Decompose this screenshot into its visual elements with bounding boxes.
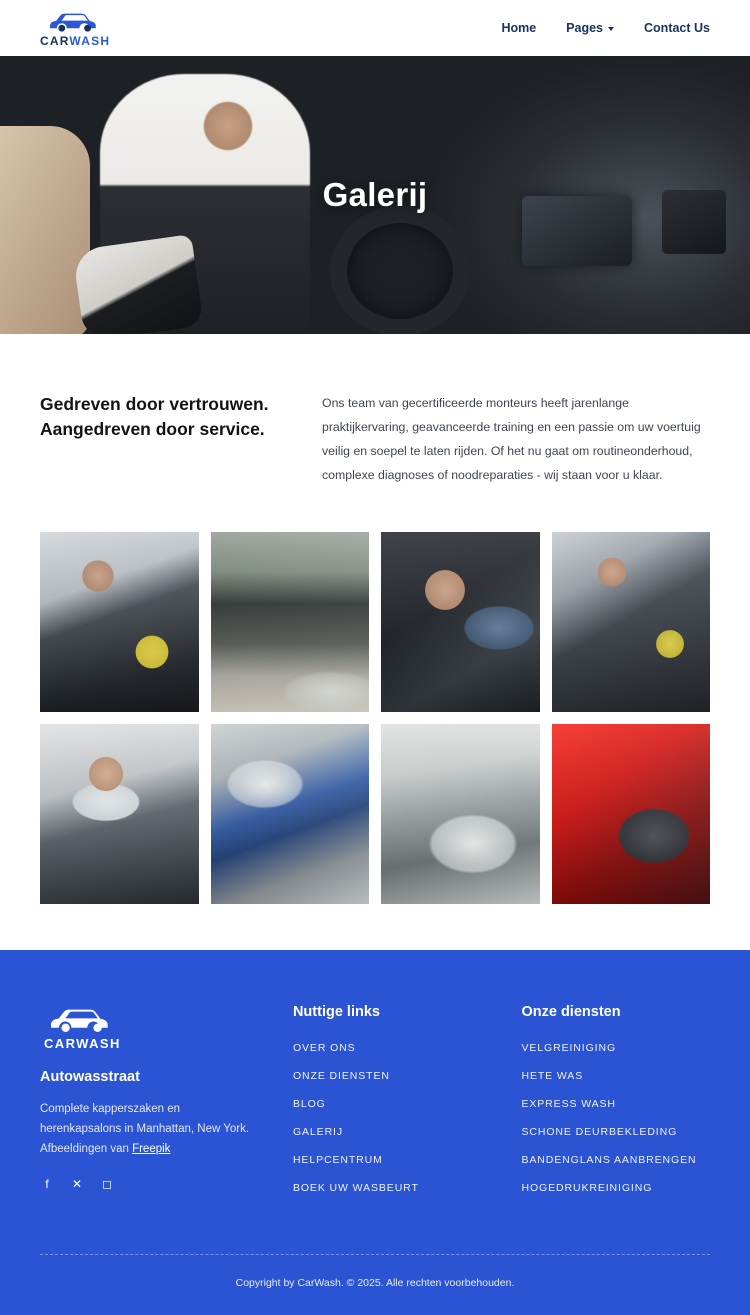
footer-link-hete-was[interactable]: HETE WAS (521, 1069, 584, 1082)
footer-description (40, 1099, 253, 1159)
gallery-item[interactable] (211, 724, 370, 904)
footer-useful-links-column (293, 1004, 482, 1210)
site-footer (0, 950, 750, 1315)
gallery-grid (0, 488, 750, 904)
hero-banner (0, 56, 750, 334)
intro-heading: Gedreven door vertrouwen. Aangedreven door service. (40, 394, 269, 440)
logo-text-accent: WASH (69, 33, 111, 48)
footer-column-heading: Nuttige links (292, 1003, 380, 1020)
footer-brand-name: Autowasstraat (40, 1068, 140, 1085)
main-navigation (501, 21, 710, 35)
footer-link-schone-deurbekleding[interactable]: SCHONE DEURBEKLEDING (521, 1125, 678, 1138)
gallery-item-overlay (552, 724, 711, 904)
chevron-down-icon (608, 27, 614, 31)
x-twitter-icon[interactable]: ✕ (71, 1177, 83, 1192)
footer-link-over-ons[interactable]: OVER ONS (292, 1041, 356, 1054)
footer-columns (40, 1004, 710, 1210)
intro-paragraph: Ons team van gecertificeerde monteurs heeft jarenlange praktijkervaring, geavanceerde training en een passie om uw voertuig veilig en soepel te laten rijden. Of het nu gaat om routineonderhoud, complexe diagnoses of noodreparaties - wij staan voor u klaar. (322, 396, 701, 482)
gallery-item[interactable] (552, 532, 711, 712)
footer-brand-column (40, 1004, 253, 1210)
gallery-item-overlay (381, 724, 540, 904)
footer-description-text: Complete kapperszaken en herenkapsalons in Manhattan, New York. Afbeeldingen van (40, 1102, 250, 1156)
gallery-item[interactable] (40, 532, 199, 712)
gallery-item[interactable] (381, 532, 540, 712)
footer-link-boek-uw-wasbeurt[interactable]: BOEK UW WASBEURT (292, 1181, 419, 1194)
gallery-item-overlay (211, 724, 370, 904)
nav-item-label: Contact Us (644, 21, 710, 35)
footer-link-galerij[interactable]: GALERIJ (292, 1125, 344, 1138)
logo-text-primary: CAR (40, 33, 70, 48)
footer-logo-text: CARWASH (44, 1035, 121, 1051)
gallery-item[interactable] (381, 724, 540, 904)
gallery-item-overlay (381, 532, 540, 712)
gallery-item-overlay (40, 532, 199, 712)
page-title: Galerij (322, 176, 428, 213)
instagram-icon[interactable]: ◻ (102, 1177, 112, 1192)
site-header (0, 0, 750, 56)
nav-item-contact-us[interactable] (644, 21, 710, 35)
footer-link-helpcentrum[interactable]: HELPCENTRUM (292, 1153, 383, 1166)
footer-link-blog[interactable]: BLOG (292, 1097, 326, 1110)
logo[interactable] (40, 9, 110, 48)
footer-link-list (293, 1042, 482, 1194)
facebook-icon[interactable]: f (45, 1177, 49, 1192)
gallery-item-overlay (552, 532, 711, 712)
social-links (40, 1177, 253, 1191)
nav-item-pages[interactable] (566, 21, 614, 35)
intro-section (0, 334, 750, 488)
logo-text (40, 34, 110, 48)
gallery-item-overlay (211, 532, 370, 712)
footer-link-list (521, 1042, 710, 1194)
footer-link-bandenglans-aanbrengen[interactable]: BANDENGLANS AANBRENGEN (521, 1153, 697, 1166)
nav-item-home[interactable] (501, 21, 536, 35)
car-icon (46, 9, 104, 33)
gallery-item[interactable] (211, 532, 370, 712)
nav-item-label: Pages (566, 21, 604, 35)
copyright-text: Copyright by CarWash. © 2025. Alle rechten voorbehouden. (235, 1276, 515, 1289)
footer-link-onze-diensten[interactable]: ONZE DIENSTEN (292, 1069, 390, 1082)
hero-image-seat (0, 126, 90, 334)
footer-link-hogedrukreiniging[interactable]: HOGEDRUKREINIGING (521, 1181, 653, 1194)
car-icon (46, 1004, 118, 1034)
gallery-item-overlay (40, 724, 199, 904)
footer-column-heading: Onze diensten (521, 1003, 621, 1020)
footer-link-express-wash[interactable]: EXPRESS WASH (521, 1097, 616, 1110)
hero-image-steering-wheel (330, 206, 470, 334)
hero-image-worker-arm (72, 234, 204, 334)
footer-services-column (521, 1004, 710, 1210)
gallery-item[interactable] (40, 724, 199, 904)
footer-link-velgreiniging[interactable]: VELGREINIGING (521, 1041, 617, 1054)
gallery-item[interactable] (552, 724, 711, 904)
nav-item-label: Home (501, 21, 537, 35)
footer-attribution-link[interactable]: Freepik (132, 1143, 171, 1156)
